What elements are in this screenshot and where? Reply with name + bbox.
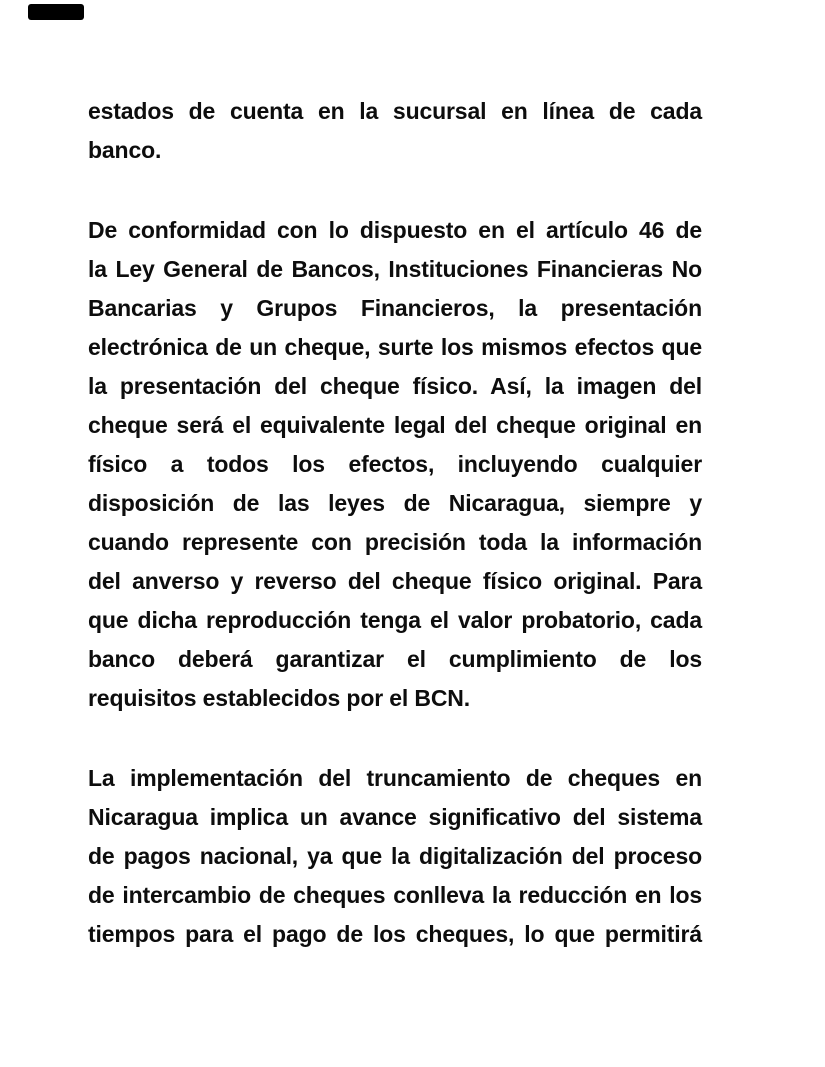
paragraph [88,211,702,718]
text-line: requisitos establecidos por el BCN. [88,685,471,711]
text-line: de intercambio de cheques conlleva la reducción en los [88,882,702,908]
document-text-block [88,92,702,954]
text-line: cuando represente con precisión toda la información [88,529,702,555]
paragraph [88,759,702,954]
text-line: la Ley General de Bancos, Instituciones Financieras No [88,256,702,282]
text-line: estados de cuenta en la sucursal en línea de cada [88,98,702,124]
text-line: tiempos para el pago de los cheques, lo que permitirá [88,921,702,947]
text-line: La implementación del truncamiento de cheques en [88,765,702,791]
text-line: De conformidad con lo dispuesto en el artículo 46 de [88,217,702,243]
text-line: banco deberá garantizar el cumplimiento de los [88,646,702,672]
text-line: de pagos nacional, ya que la digitalización del proceso [88,843,702,869]
text-line: cheque será el equivalente legal del cheque original en [88,412,702,438]
text-line: Bancarias y Grupos Financieros, la presentación [88,295,702,321]
text-line: la presentación del cheque físico. Así, la imagen del [88,373,702,399]
text-line: del anverso y reverso del cheque físico original. Para [88,568,702,594]
text-line: físico a todos los efectos, incluyendo cualquier [88,451,702,477]
text-line: que dicha reproducción tenga el valor probatorio, cada [88,607,702,633]
text-line: banco. [88,137,162,163]
text-line: electrónica de un cheque, surte los mismos efectos que [88,334,702,360]
text-line: Nicaragua implica un avance significativo del sistema [88,804,702,830]
paragraph [88,92,702,170]
scan-artifact-mark [28,4,84,20]
text-line: disposición de las leyes de Nicaragua, siempre y [88,490,702,516]
